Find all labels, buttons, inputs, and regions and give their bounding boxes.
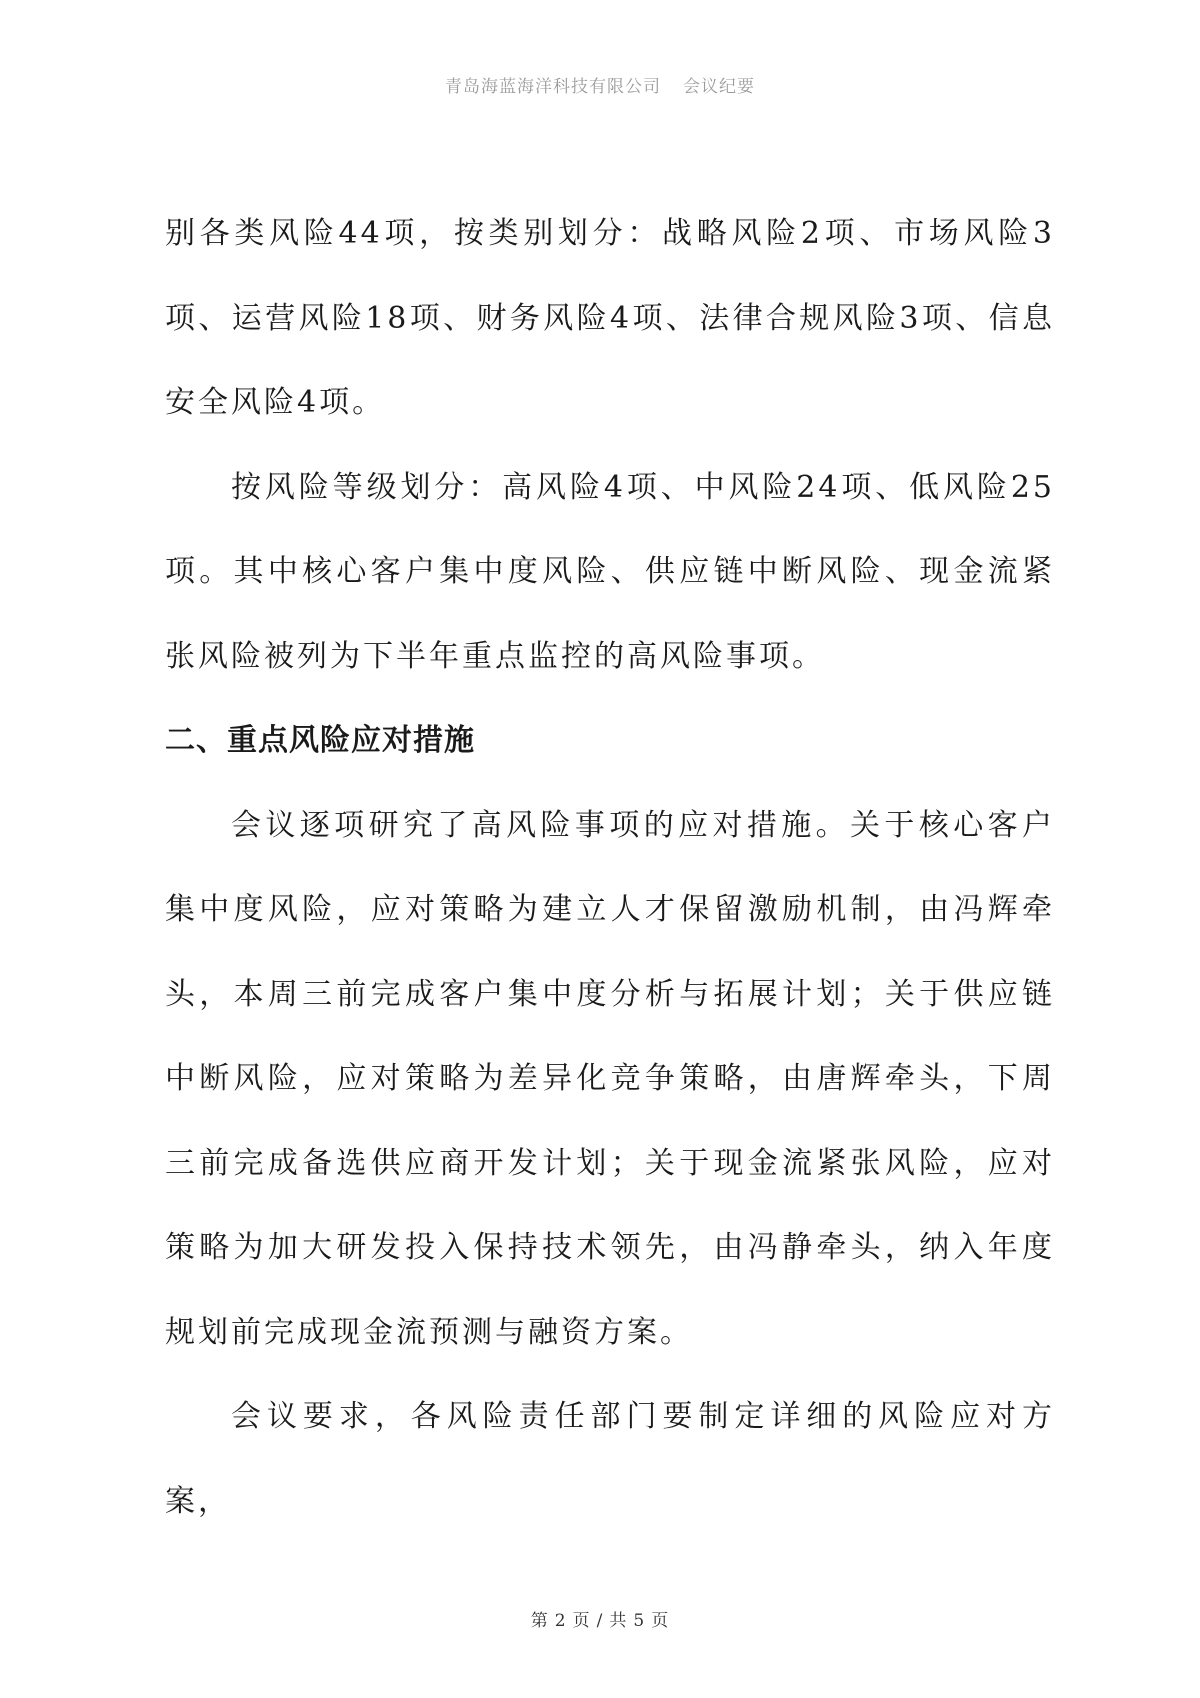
paragraph-risk-levels: 按风险等级划分：高风险4项、中风险24项、低风险25项。其中核心客户集中度风险、供应链中断风险、现金流紧张风险被列为下半年重点监控的高风险事项。 [165,469,1055,674]
footer-page-suffix: 页 [572,1611,591,1631]
footer-current-page: 2 [554,1611,567,1631]
header-company: 青岛海蓝海洋科技有限公司 [445,77,661,97]
footer-total-pages: 5 [633,1611,646,1631]
footer-page-prefix: 第 [530,1611,549,1631]
paragraph-risk-categories: 别各类风险44项，按类别划分：战略风险2项、市场风险3项、运营风险18项、财务风险4项、法律合规风险3项、信息安全风险4项。 [165,216,1055,420]
footer-separator: / [596,1611,604,1631]
paragraph-requirements: 会议要求，各风险责任部门要制定详细的风险应对方案， [165,1399,1055,1519]
section-heading-2: 二、重点风险应对措施 [165,723,475,758]
header-doc-type: 会议纪要 [683,77,755,97]
page-header [0,72,1200,97]
page-footer [0,1606,1200,1631]
document-body [165,192,1055,1544]
footer-total-suffix: 页 [651,1611,670,1631]
paragraph-countermeasures: 会议逐项研究了高风险事项的应对措施。关于核心客户集中度风险，应对策略为建立人才保留激励机制，由冯辉牵头，本周三前完成客户集中度分析与拓展计划；关于供应链中断风险，应对策略为差异化竞争策略，由唐辉牵头，下周三前完成备选供应商开发计划；关于现金流紧张风险，应对策略为加大研发投入保持技术领先，由冯静牵头，纳入年度规划前完成现金流预测与融资方案。 [165,807,1055,1350]
footer-total-prefix: 共 [609,1611,628,1631]
